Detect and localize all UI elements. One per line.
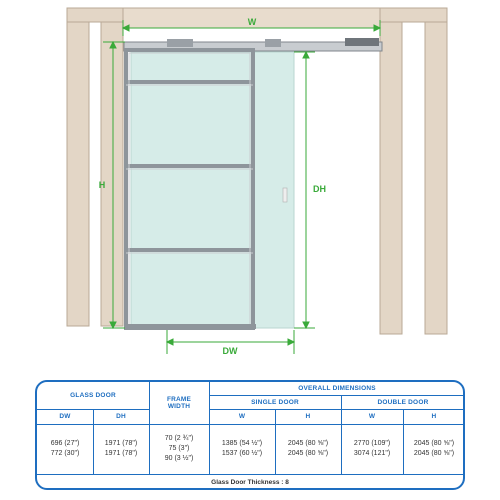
- grid-line: [209, 395, 465, 396]
- left-frame-post: [67, 8, 123, 326]
- single-h-value: 2045 (80 ⅝"): [287, 450, 329, 457]
- dimension-h-label: H: [98, 180, 106, 190]
- header-glass-door: GLASS DOOR: [70, 392, 116, 399]
- frame-bottom-rail: [126, 324, 256, 329]
- header-double-w: W: [368, 413, 376, 420]
- grid-line: [209, 409, 465, 410]
- double-w-value: 3074 (121"): [353, 450, 391, 457]
- dimension-dw-label: DW: [222, 346, 238, 356]
- dw-values: [37, 424, 93, 474]
- dh-values: [93, 424, 149, 474]
- single-w-value: 1537 (60 ½"): [221, 450, 263, 457]
- header-single-h-label: H: [305, 413, 311, 420]
- header-double-h: H: [431, 413, 437, 420]
- header-dw: DW: [59, 413, 71, 420]
- dimensions-table: [35, 380, 465, 490]
- dw-value: 696 (27"): [50, 440, 80, 447]
- right-frame-post: [380, 8, 447, 334]
- dimension-w-label: W: [247, 17, 257, 27]
- dimension-dh-label: DH: [313, 184, 326, 194]
- header-single-door: SINGLE DOOR: [251, 398, 299, 406]
- single-h-value: 2045 (80 ⅝"): [287, 440, 329, 447]
- dimension-dh: [294, 52, 315, 328]
- dh-value: 1971 (78"): [104, 440, 138, 447]
- single-w-values: [209, 424, 275, 474]
- glass-thickness-note: Glass Door Thickness : 8: [211, 478, 289, 486]
- frame-width-value: 90 (3 ½"): [164, 455, 194, 462]
- frame-width-values: [149, 424, 209, 474]
- double-w-values: [341, 424, 403, 474]
- header-single-w: W: [238, 413, 246, 420]
- header-frame-width: FRAME WIDTH: [166, 396, 192, 410]
- double-w-value: 2770 (109"): [353, 440, 391, 447]
- single-h-values: [275, 424, 341, 474]
- header-overall-dimensions: OVERALL DIMENSIONS: [298, 385, 376, 392]
- dh-value: 1971 (78"): [104, 450, 138, 457]
- double-h-value: 2045 (80 ⅝"): [413, 450, 455, 457]
- double-h-values: [403, 424, 465, 474]
- dw-value: 772 (30"): [50, 450, 80, 457]
- header-dh: DH: [116, 413, 126, 420]
- single-w-value: 1385 (54 ½"): [221, 440, 263, 447]
- frame-width-value: 75 (3"): [168, 445, 190, 452]
- frame-width-value: 70 (2 ¾"): [164, 435, 194, 442]
- double-h-value: 2045 (80 ⅝"): [413, 440, 455, 447]
- glass-door-handle: [283, 188, 287, 202]
- header-double-door: DOUBLE DOOR: [377, 398, 429, 406]
- glass-door-panel: [131, 52, 294, 328]
